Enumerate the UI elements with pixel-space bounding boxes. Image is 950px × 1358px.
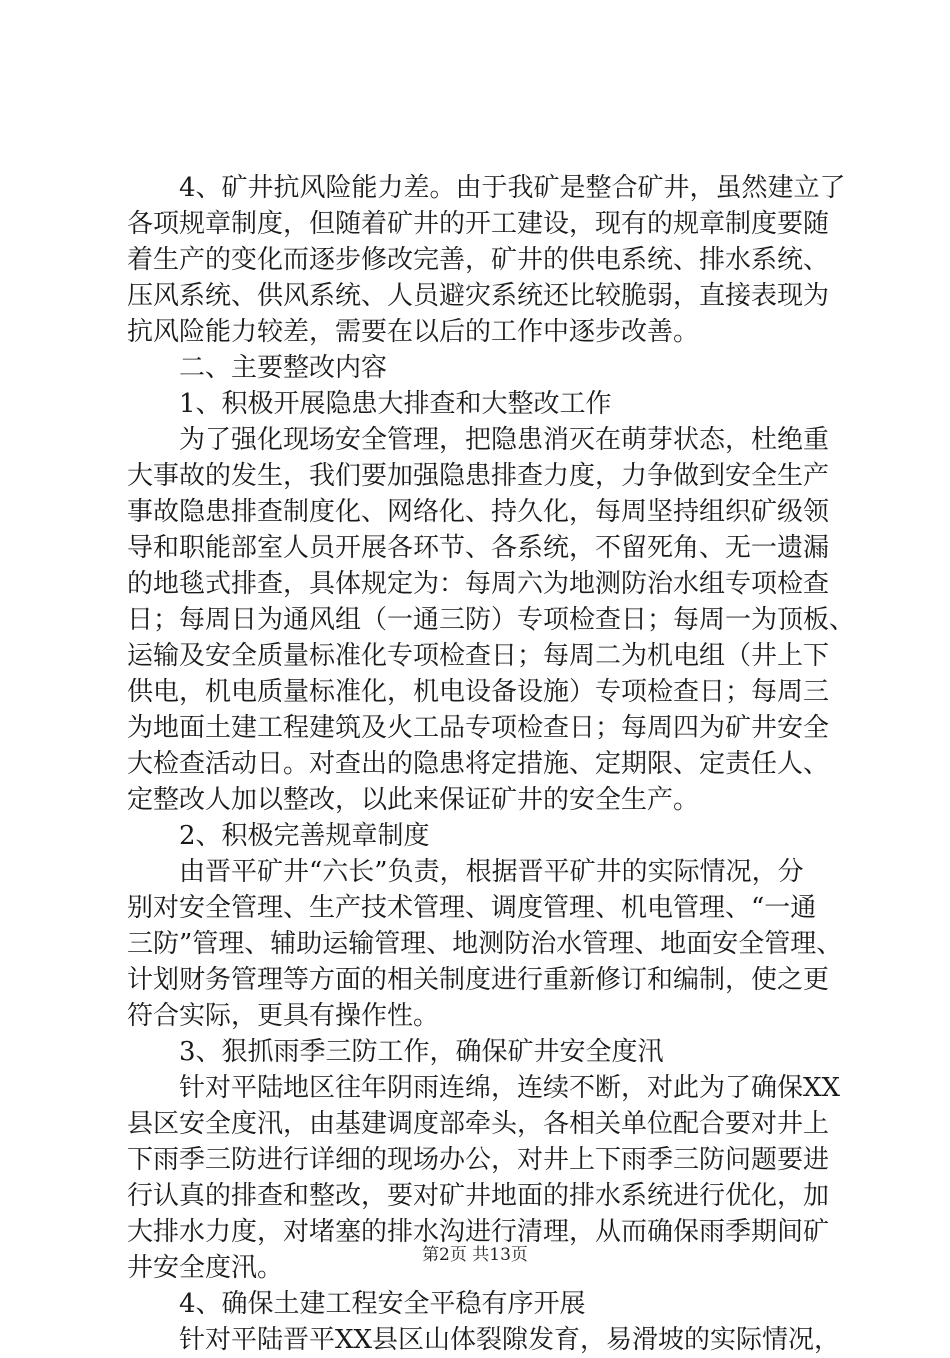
text-line: 井安全度汛。	[127, 1253, 284, 1283]
text-line: 运输及安全质量标准化专项检查日；每周二为机电组（井上下	[127, 641, 830, 671]
text-line: 着生产的变化而逐步修改完善，矿井的供电系统、排水系统、	[127, 245, 830, 275]
subsection-heading: 2、积极完善规章制度	[179, 821, 430, 851]
text-line: 各项规章制度，但随着矿井的开工建设，现有的规章制度要随	[127, 209, 830, 239]
text-line: 别对安全管理、生产技术管理、调度管理、机电管理、“一通	[127, 893, 817, 923]
text-line: 县区安全度汛，由基建调度部牵头，各相关单位配合要对井上	[127, 1109, 830, 1139]
text-line: 抗风险能力较差，需要在以后的工作中逐步改善。	[127, 317, 700, 347]
text-line: 计划财务管理等方面的相关制度进行重新修订和编制，使之更	[127, 965, 830, 995]
text-line: 符合实际，更具有操作性。	[127, 1001, 440, 1031]
subsection-heading: 3、狠抓雨季三防工作，确保矿井安全度汛	[179, 1037, 664, 1067]
text-line: 事故隐患排查制度化、网络化、持久化，每周坚持组织矿级领	[127, 497, 830, 527]
text-line: 为了强化现场安全管理，把隐患消灭在萌芽状态，杜绝重	[179, 425, 830, 455]
text-line: 定整改人加以整改，以此来保证矿井的安全生产。	[127, 785, 700, 815]
page-number-footer: 第2页 共13页	[422, 1245, 528, 1265]
text-line: 为地面土建工程建筑及火工品专项检查日；每周四为矿井安全	[127, 713, 830, 743]
text-line: 针对平陆地区往年阴雨连绵，连续不断，对此为了确保XX	[179, 1073, 841, 1103]
text-line: 行认真的排查和整改，要对矿井地面的排水系统进行优化，加	[127, 1181, 830, 1211]
text-line: 大排水力度，对堵塞的排水沟进行清理，从而确保雨季期间矿	[127, 1217, 830, 1247]
subsection-heading: 1、积极开展隐患大排查和大整改工作	[179, 389, 612, 419]
text-line: 三防”管理、辅助运输管理、地测防治水管理、地面安全管理、	[127, 929, 843, 959]
text-line: 4、矿井抗风险能力差。由于我矿是整合矿井，虽然建立了	[179, 173, 846, 203]
text-line: 导和职能部室人员开展各环节、各系统，不留死角、无一遗漏	[127, 533, 830, 563]
text-line: 大事故的发生，我们要加强隐患排查力度，力争做到安全生产	[127, 461, 830, 491]
text-line: 针对平陆晋平XX县区山体裂隙发育，易滑坡的实际情况，	[179, 1325, 841, 1355]
text-line: 的地毯式排查，具体规定为：每周六为地测防治水组专项检查	[127, 569, 830, 599]
text-line: 由晋平矿井“六长”负责，根据晋平矿井的实际情况，分	[179, 857, 804, 887]
text-line: 压风系统、供风系统、人员避灾系统还比较脆弱，直接表现为	[127, 281, 830, 311]
text-line: 日；每周日为通风组（一通三防）专项检查日；每周一为顶板、	[127, 605, 856, 635]
text-line: 下雨季三防进行详细的现场办公，对井上下雨季三防问题要进	[127, 1145, 830, 1175]
document-body	[127, 170, 856, 1358]
text-line: 供电，机电质量标准化，机电设备设施）专项检查日；每周三	[127, 677, 830, 707]
text-line: 大检查活动日。对查出的隐患将定措施、定期限、定责任人、	[127, 749, 830, 779]
subsection-heading: 4、确保土建工程安全平稳有序开展	[179, 1289, 586, 1319]
section-heading: 二、主要整改内容	[179, 353, 388, 383]
